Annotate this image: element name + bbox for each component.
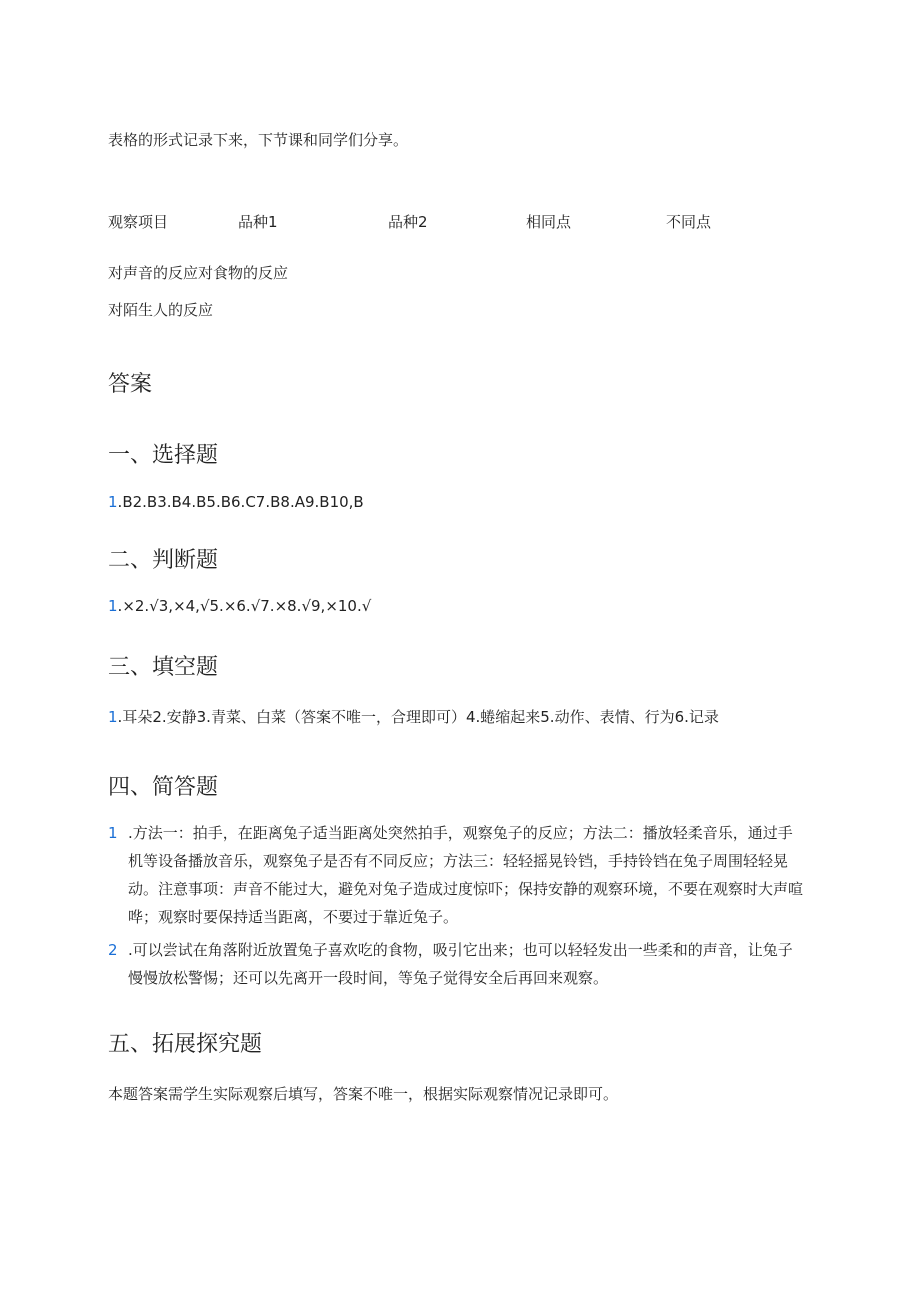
list-number: 2 <box>108 941 118 959</box>
answer-text: .耳朵2.安静3.青菜、白菜（答案不唯一，合理即可）4.蜷缩起来5.动作、表情、行为6.记录 <box>117 708 719 726</box>
section-title-choice: 一、选择题 <box>108 443 219 468</box>
intro-text: 表格的形式记录下来，下节课和同学们分享。 <box>108 131 409 149</box>
list-number: 1 <box>108 493 118 511</box>
section-title-fill: 三、填空题 <box>108 655 219 680</box>
table-header-breed2: 品种2 <box>388 213 428 231</box>
section-title-judge: 二、判断题 <box>108 548 219 573</box>
answer-text: .×2.√3,×4,√5.×6.√7.×8.√9,×10.√ <box>117 597 372 615</box>
table-row: 对陌生人的反应 <box>108 301 214 319</box>
list-number: 1 <box>108 824 118 842</box>
table-header-similar: 相同点 <box>526 213 572 231</box>
answer-title: 答案 <box>108 372 153 397</box>
list-number: 1 <box>108 597 118 615</box>
table-header-different: 不同点 <box>666 213 712 231</box>
section-body-judge <box>108 595 371 617</box>
table-header-breed1: 品种1 <box>238 213 278 231</box>
table-row: 对声音的反应对食物的反应 <box>108 264 289 282</box>
list-number: 1 <box>108 708 118 726</box>
answer-text: .B2.B3.B4.B5.B6.C7.B8.A9.B10,B <box>117 493 364 511</box>
section-body-choice <box>108 491 364 513</box>
section-body-fill <box>108 706 719 728</box>
section-title-short-answer: 四、简答题 <box>108 775 219 800</box>
section-title-extension: 五、拓展探究题 <box>108 1032 263 1057</box>
table-header-item: 观察项目 <box>108 213 169 231</box>
short-answer-2: .可以尝试在角落附近放置兔子喜欢吃的食物，吸引它出来；也可以轻轻发出一些柔和的声音，让兔子慢慢放松警惕；还可以先离开一段时间，等兔子觉得安全后再回来观察。 <box>128 941 793 987</box>
section-body-extension: 本题答案需学生实际观察后填写，答案不唯一，根据实际观察情况记录即可。 <box>108 1085 619 1103</box>
short-answer-1: .方法一：拍手，在距离兔子适当距离处突然拍手，观察兔子的反应；方法二：播放轻柔音乐，通过手机等设备播放音乐，观察兔子是否有不同反应；方法三：轻轻摇晃铃铛，手持铃铛在兔子周围轻轻晃动。注意事项：声音不能过大，避免对兔子造成过度惊吓；保持安静的观察环境，不要在观察时大声喧哗；观察时要保持适当距离，不要过于靠近兔子。 <box>128 824 804 926</box>
